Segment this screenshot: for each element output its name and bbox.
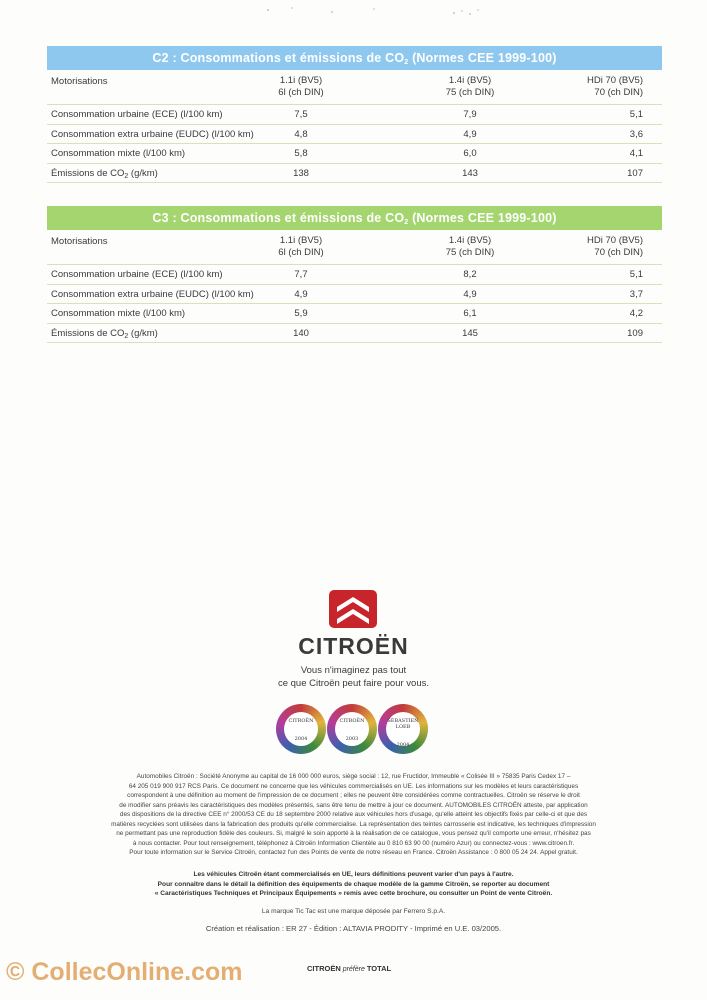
c2-emissions-table bbox=[47, 46, 662, 183]
table-row: Consommation extra urbaine (EUDC) (l/100 km) 4,8 4,9 3,6 bbox=[47, 125, 662, 145]
c2-table-title: C2 : Consommations et émissions de $CO_2$ (Normes CEE 1999-100) bbox=[47, 46, 662, 70]
table-row: Émissions de $CO_2$ (g/km) 138 143 107 bbox=[47, 164, 662, 184]
citroen-chevron-logo bbox=[0, 590, 707, 630]
engine-1-header: 1.1i (BV5) 6l (ch DIN) bbox=[278, 235, 324, 258]
engine-2-header: 1.4i (BV5) 75 (ch DIN) bbox=[445, 235, 495, 258]
table-header bbox=[47, 230, 662, 265]
table-row: Émissions de $CO_2$ (g/km) 140 145 109 bbox=[47, 324, 662, 344]
brand-tagline: Vous n'imaginez pas tout ce que Citroën peut faire pour vous. bbox=[277, 665, 430, 689]
engine-1-header: 1.1i (BV5) 6l (ch DIN) bbox=[278, 75, 324, 98]
table-row: Consommation urbaine (ECE) (l/100 km) 7,5 7,9 5,1 bbox=[47, 105, 662, 125]
c3-table-title: C3 : Consommations et émissions de $CO_2$ (Normes CEE 1999-100) bbox=[47, 206, 662, 230]
brand-name: CITROËN bbox=[298, 633, 409, 659]
footer-brand: CITROËN préfère TOTAL bbox=[307, 964, 392, 973]
watermark: © CollecOnline.com bbox=[6, 958, 243, 986]
engine-2-header: 1.4i (BV5) 75 (ch DIN) bbox=[445, 75, 495, 98]
table-row: Consommation urbaine (ECE) (l/100 km) 7,7 8,2 5,1 bbox=[47, 265, 662, 285]
print-credits: Création et réalisation : ER 27 - Édition : ALTAVIA PRODITY - Imprimé en U.E. 03/2005. bbox=[205, 924, 502, 933]
motorisations-label: Motorisations bbox=[51, 76, 108, 87]
table-row: Consommation mixte (l/100 km) 5,9 6,1 4,2 bbox=[47, 304, 662, 324]
engine-3-header: HDi 70 (BV5) 70 (ch DIN) bbox=[587, 75, 643, 98]
legal-notice: Automobiles Citroën : Société Anonyme au capital de 16 000 000 euros, siège social : 12, rue Fructidor, Immeuble « Colisée III » 75835 Paris Cedex 17 – 64 205 019 900 917 RCS Paris. Ce document ne concerne que les véhicules commercialisés en UE. Les informations sur les modèles et leurs caractéristiques correspondent à une définition au moment de l'impression de ce document ; elles ne peuvent être considérées comme contractuelles. Citroën se réserve le droit de modifier sans préavis les caractéristiques des modèles présentés, sans être tenu de mettre à jour ce document. AUTOMOBILES CITROËN atteste, par application des dispositions de la directive CEE n° 2000/53 CE du 18 septembre 2000 relative aux véhicules hors d'usage, qu'elle atteint les objectifs fixés par celle-ci et que des matières recyclées sont utilisées dans la fabrication des produits qu'elle commercialise. La représentation des teintes carrosserie est indicative, les techniques d'impression ne permettant pas une reproduction fidèle des couleurs. Si, malgré le soin apporté à la réalisation de ce catalogue, vous pensez qu'il comporte une erreur, n'hésitez pas à nous contacter. Pour tout renseignement, téléphonez à Citroën Information Clientèle au 0 810 63 90 00 (numéro Azur) ou connectez-vous : www.citroen.fr. Pour toute information sur le Service Citroën, contactez l'un des Points de vente de notre réseau en France. Citroën Assistance : 0 800 05 24 24. Appel gratuit. bbox=[111, 773, 596, 856]
award-seal-icon: CITROËN 2003 bbox=[327, 704, 377, 754]
award-seal-icon: CITROËN 2004 bbox=[276, 704, 326, 754]
motorisations-label: Motorisations bbox=[51, 236, 108, 247]
trademark-notice: La marque Tic Tac est une marque déposée par Ferrero S.p.A. bbox=[261, 908, 446, 915]
table-row: Consommation mixte (l/100 km) 5,8 6,0 4,1 bbox=[47, 144, 662, 164]
c3-emissions-table bbox=[47, 206, 662, 343]
print-specks bbox=[0, 4, 707, 18]
table-row: Consommation extra urbaine (EUDC) (l/100 km) 4,9 4,9 3,7 bbox=[47, 285, 662, 305]
eu-definition-notice: Les véhicules Citroën étant commercialisés en UE, leurs définitions peuvent varier d'un pays à l'autre. Pour connaître dans le détail la définition des équipements de chaque modèle de la gamme Citroën, se reporter au document « Caractéristiques Techniques et Principaux Équipements » remis avec cette brochure, ou consulter un Point de vente Citroën. bbox=[154, 871, 553, 898]
table-header bbox=[47, 70, 662, 105]
award-seal-icon: SÉBASTIEN LOEB 2004 bbox=[378, 704, 428, 754]
engine-3-header: HDi 70 (BV5) 70 (ch DIN) bbox=[587, 235, 643, 258]
